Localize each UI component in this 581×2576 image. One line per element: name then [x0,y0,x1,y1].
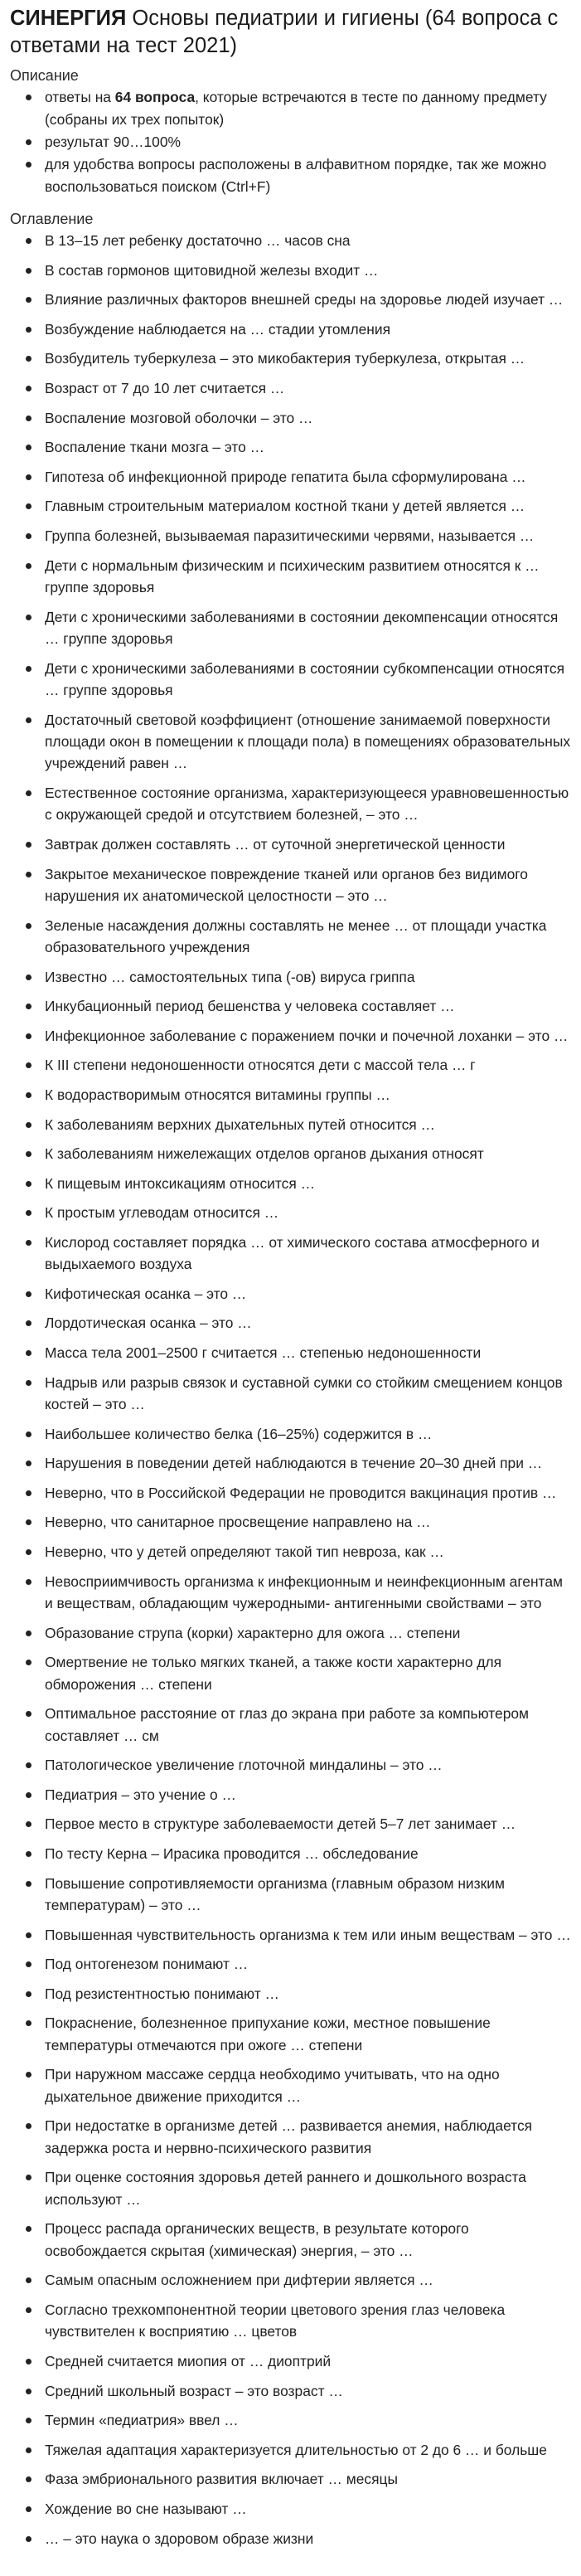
toc-item[interactable]: Возбуждение наблюдается на … стадии утомления [45,318,571,340]
toc-item[interactable]: Достаточный световой коэффициент (отношение занимаемой поверхности площади окон в помещении к площади пола) в помещениях образовательных учреждений равен … [45,709,571,775]
toc-item[interactable]: Зеленые насаждения должны составлять не менее … от площади участка образовательного учреждения [45,915,571,959]
toc-item[interactable]: При оценке состояния здоровья детей раннего и дошкольного возраста используют … [45,2166,571,2210]
page-title-brand: СИНЕРГИЯ [10,7,127,30]
page-title [10,5,571,60]
toc-heading: Оглавление [10,211,94,227]
toc-item[interactable]: Дети с нормальным физическим и психическим развитием относятся к … группе здоровья [45,555,571,599]
toc-item[interactable]: Масса тела 2001–2500 г считается … степенью недоношенности [45,1342,571,1363]
toc-item[interactable]: Кислород составляет порядка … от химического состава атмосферного и выдыхаемого воздуха [45,1232,571,1276]
description-item-post: , которые встречаются в тесте по данному предмету (собраны их трех попыток) [45,89,547,128]
toc-item[interactable]: Оптимальное расстояние от глаз до экрана при работе за компьютером составляет … см [45,1703,571,1747]
toc-item[interactable]: Тяжелая адаптация характеризуется длительностью от 2 до 6 … и больше [45,2439,571,2461]
toc-item[interactable]: Неверно, что у детей определяют такой тип невроза, как … [45,1541,571,1563]
toc-item[interactable]: Покраснение, болезненное припухание кожи, местное повышение температуры отмечаются при ожоге … степени [45,2012,571,2056]
toc-item[interactable]: К пищевым интоксикациям относится … [45,1173,571,1194]
description-item [45,86,571,131]
toc-item[interactable]: Нарушения в поведении детей наблюдаются в течение 20–30 дней при … [45,1452,571,1474]
toc-item[interactable]: Завтрак должен составлять … от суточной энергетической ценности [45,834,571,855]
toc-item[interactable]: К простым углеводам относится … [45,1202,571,1223]
toc-item[interactable]: Главным строительным материалом костной ткани у детей является … [45,495,571,517]
toc-item[interactable]: Согласно трехкомпонентной теории цветового зрения глаз человека чувствителен к восприятию … цветов [45,2299,571,2343]
toc-item[interactable]: При недостатке в организме детей … развивается анемия, наблюдается задержка роста и нервно-психического развития [45,2115,571,2159]
toc-item[interactable]: Хождение во сне называют … [45,2498,571,2520]
toc-item[interactable]: Группа болезней, вызываемая паразитическими червями, называется … [45,525,571,547]
toc-item[interactable]: Дети с хроническими заболеваниями в состоянии декомпенсации относятся … группе здоровья [45,606,571,650]
toc-item[interactable]: … – это наука о здоровом образе жизни [45,2528,571,2549]
toc-item[interactable]: Термин «педиатрия» ввел … [45,2409,571,2431]
toc-item[interactable]: Гипотеза об инфекционной природе гепатита была сформулирована … [45,466,571,488]
description-section [10,65,571,198]
toc-item[interactable]: Средней считается миопия от … диоптрий [45,2350,571,2372]
toc-item[interactable]: В состав гормонов щитовидной железы входит … [45,260,571,281]
description-item [45,131,571,153]
description-heading: Описание [10,67,79,84]
toc-item[interactable]: Самым опасным осложнением при дифтерии является … [45,2269,571,2291]
toc-item[interactable]: Повышение сопротивляемости организма (главным образом низким температурам) – это … [45,1873,571,1917]
toc-item[interactable]: По тесту Керна – Ирасика проводится … обследование [45,1843,571,1864]
toc-item[interactable]: Возбудитель туберкулеза – это микобактерия туберкулеза, открытая … [45,348,571,369]
toc-item[interactable]: К заболеваниям верхних дыхательных путей относится … [45,1114,571,1135]
description-item-pre: для удобства вопросы расположены в алфавитном порядке, так же можно воспользоваться поиском (Ctrl+F) [45,156,547,195]
toc-item[interactable]: Под резистентностью понимают … [45,1983,571,2005]
description-item-pre: результат 90…100% [45,134,181,150]
toc-item[interactable]: Естественное состояние организма, характеризующееся уравновешенностью с окружающей средой и отсутствием болезней, – это … [45,782,571,826]
toc-item[interactable]: Неверно, что санитарное просвещение направлено на … [45,1511,571,1533]
toc-item[interactable]: Инкубационный период бешенства у человека составляет … [45,995,571,1017]
toc-item[interactable]: Неверно, что в Российской Федерации не проводится вакцинация против … [45,1482,571,1504]
toc-item[interactable]: Под онтогенезом понимают … [45,1953,571,1975]
description-item-bold: 64 вопроса [114,89,196,105]
toc-item[interactable]: Известно … самостоятельных типа (-ов) вируса гриппа [45,966,571,988]
page-title-text: Основы педиатрии и гигиены (64 вопроса с ответами на тест 2021) [10,7,559,57]
toc-item[interactable]: Педиатрия – это учение о … [45,1784,571,1806]
toc-item[interactable]: Надрыв или разрыв связок и суставной сумки со стойким смещением концов костей – это … [45,1372,571,1416]
toc-item[interactable]: К водорастворимым относятся витамины группы … [45,1084,571,1106]
toc-item[interactable]: Омертвение не только мягких тканей, а также кости характерно для обморожения … степени [45,1651,571,1695]
toc-item[interactable]: К III степени недоношенности относятся дети с массой тела … г [45,1054,571,1076]
description-item-pre: ответы на [45,89,115,105]
toc-item[interactable]: Воспаление мозговой оболочки – это … [45,407,571,429]
toc-item[interactable]: В 13–15 лет ребенку достаточно … часов сна [45,230,571,251]
toc-item[interactable]: Влияние различных факторов внешней среды на здоровье людей изучает … [45,289,571,310]
toc-item[interactable]: К заболеваниям нижележащих отделов органов дыхания относят [45,1143,571,1164]
toc-item[interactable]: Лордотическая осанка – это … [45,1312,571,1334]
toc-item[interactable]: Дети с хроническими заболеваниями в состоянии субкомпенсации относятся … группе здоровья [45,658,571,702]
toc-item[interactable]: Наибольшее количество белка (16–25%) содержится в … [45,1423,571,1445]
toc-item[interactable]: Возраст от 7 до 10 лет считается … [45,377,571,399]
toc-item[interactable]: Фаза эмбрионального развития включает … месяцы [45,2468,571,2490]
toc-item[interactable]: Инфекционное заболевание с поражением почки и почечной лоханки – это … [45,1025,571,1047]
toc-item[interactable]: При наружном массаже сердца необходимо учитывать, что на одно дыхательное движение приходится … [45,2063,571,2107]
description-item [45,153,571,198]
toc-item[interactable]: Кифотическая осанка – это … [45,1283,571,1305]
table-of-contents [10,208,571,2549]
toc-item[interactable]: Воспаление ткани мозга – это … [45,436,571,458]
description-list [10,86,571,198]
toc-item[interactable]: Процесс распада органических веществ, в результате которого освобождается скрытая (химическая) энергия, – это … [45,2218,571,2262]
toc-list [10,230,571,2549]
toc-item[interactable]: Повышенная чувствительность организма к тем или иным веществам – это … [45,1924,571,1946]
toc-item[interactable]: Невосприимчивость организма к инфекционным и неинфекционным агентам и веществам, обладающим чужеродными- антигенными свойствами – это [45,1571,571,1615]
toc-item[interactable]: Первое место в структуре заболеваемости детей 5–7 лет занимает … [45,1813,571,1835]
toc-item[interactable]: Патологическое увеличение глоточной миндалины – это … [45,1754,571,1776]
toc-item[interactable]: Образование струпа (корки) характерно для ожога … степени [45,1622,571,1644]
toc-item[interactable]: Средний школьный возраст – это возраст … [45,2380,571,2402]
toc-item[interactable]: Закрытое механическое повреждение тканей или органов без видимого нарушения их анатомической целостности – это … [45,863,571,907]
